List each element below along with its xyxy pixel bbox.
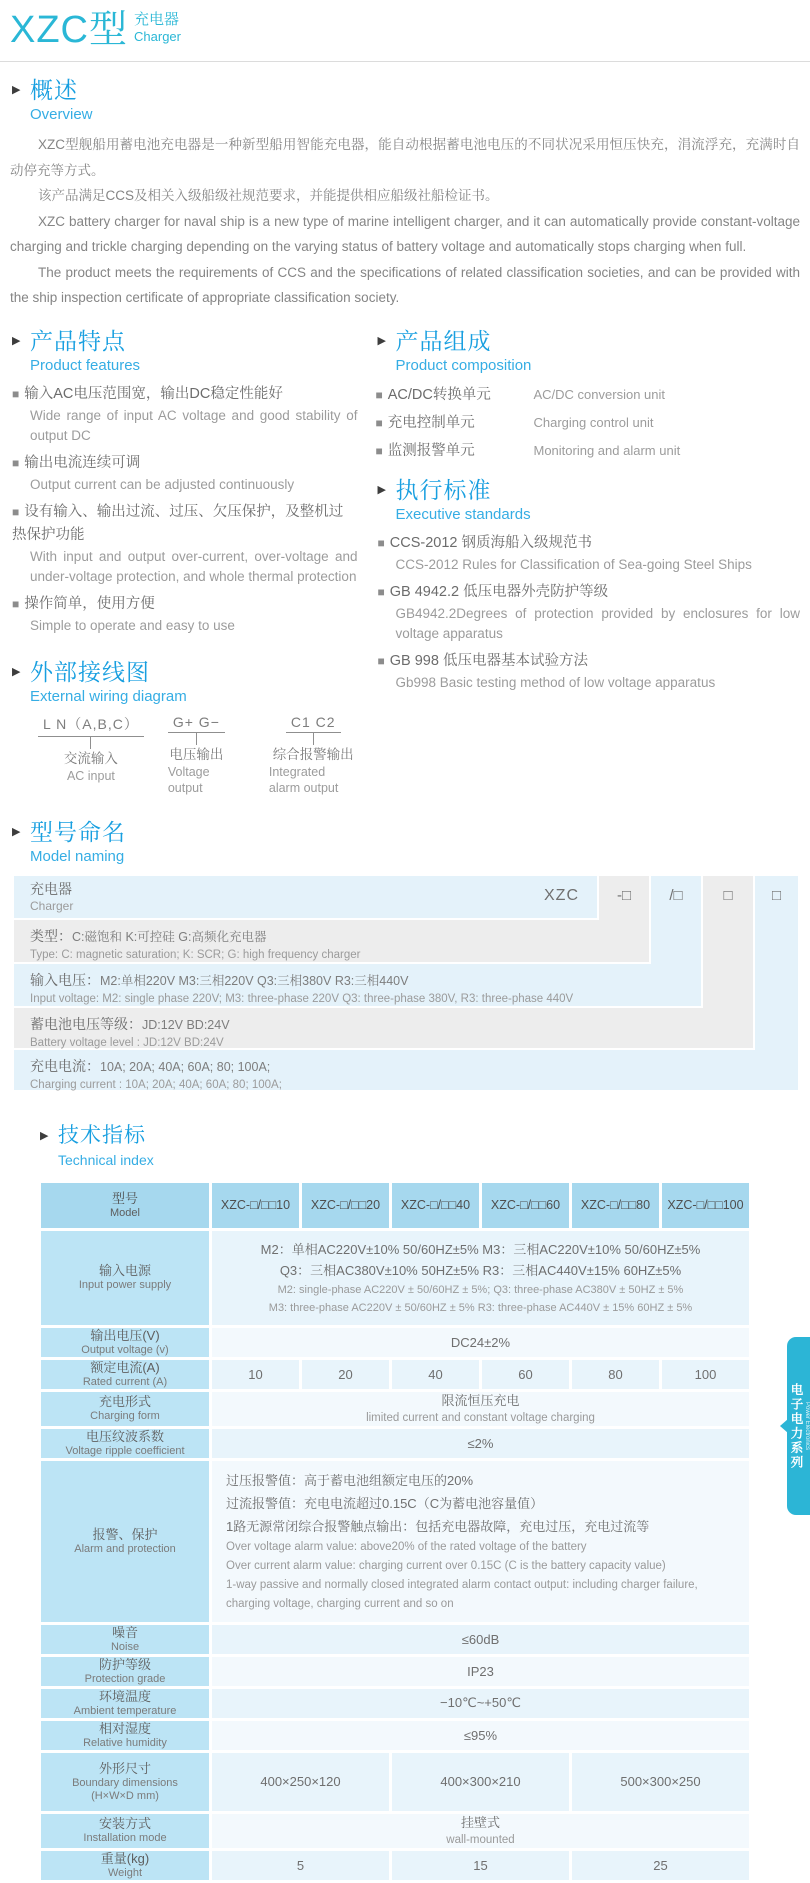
standard-en: CCS-2012 Rules for Classification of Sea-going Steel Ships <box>395 556 752 572</box>
relative-humidity-value: ≤95% <box>212 1721 749 1750</box>
tech-table <box>38 1180 752 1883</box>
row-alarm-protection <box>41 1461 749 1622</box>
row-label: 环境温度 Ambient temperature <box>41 1689 209 1718</box>
composition-zh: AC/DC转换单元 <box>387 386 491 403</box>
section-wiring-diagram <box>10 658 358 796</box>
standard-en: GB4942.2Degrees of protection provided by enclosures for low voltage apparatus <box>395 605 800 641</box>
overview-paragraph-en-1: XZC battery charger for naval ship is a new type of marine intelligent charger, and it can automatically provide constant-voltage charging and trickle charging depending on the varying status of battery voltage and automatically stops charging when full. <box>10 213 800 254</box>
composition-heading-zh: 产品组成 <box>395 327 492 354</box>
row-label: 重量(kg) Weight <box>41 1851 209 1880</box>
charging-form-value: 限流恒压充电 limited current and constant voltage charging <box>212 1392 749 1426</box>
table-header-model: XZC-□/□□100 <box>662 1183 749 1228</box>
alarm-protection-value: 过压报警值：高于蓄电池组额定电压的20% 过流报警值：充电电流超过0.15C（C为蓄电池容量值） 1路无源常闭综合报警触点输出：包括充电器故障，充电过压，充电过流等 Over voltage alarm value: above20% of the rated voltage of the battery Over current alarm value: charging current over 0.15C (C is the battery capacity value) 1-way passive and normally closed integrated alarm contact output: including charger failure, charging voltage, charging current and so on <box>212 1461 749 1622</box>
row-label: 额定电流(A) Rated current (A) <box>41 1360 209 1389</box>
protection-grade-value: IP23 <box>212 1657 749 1686</box>
section-arrow-icon: ▶ <box>12 84 21 96</box>
model-row-detail: 10A; 20A; 40A; 60A; 80; 100A; <box>100 1059 271 1074</box>
product-name-zh: 充电器 <box>134 11 180 28</box>
section-arrow-icon: ▶ <box>377 483 386 496</box>
section-arrow-icon: ▶ <box>12 825 21 838</box>
composition-zh: 监测报警单元 <box>387 442 475 459</box>
composition-list <box>376 383 801 460</box>
rated-current-value: 10 <box>212 1360 299 1389</box>
terminal-voltage-output <box>168 714 225 796</box>
row-installation <box>41 1814 749 1848</box>
code-box-icon: □ <box>723 886 733 904</box>
feature-item <box>12 452 358 495</box>
model-naming-heading-en: Model naming <box>30 847 125 865</box>
model-row-label: 类型： <box>30 927 72 944</box>
rated-current-value: 80 <box>572 1360 659 1389</box>
terminal-label-en: Voltage output <box>167 764 210 795</box>
terminal-tick <box>90 737 91 749</box>
model-naming-diagram <box>10 876 810 1092</box>
terminal-pins: G+ G− <box>168 714 225 733</box>
row-label: 噪音 Noise <box>41 1625 209 1654</box>
composition-item <box>376 411 801 432</box>
ambient-temperature-value: −10℃~+50℃ <box>212 1689 749 1718</box>
row-label: 输入电源 Input power supply <box>41 1231 209 1325</box>
dimensions-value: 400×300×210 <box>392 1753 569 1811</box>
table-header-model: XZC-□/□□80 <box>572 1183 659 1228</box>
section-arrow-icon: ▶ <box>12 334 21 347</box>
standards-heading-zh: 执行标准 <box>395 476 492 503</box>
bullet-icon: ■ <box>377 653 385 668</box>
row-label: 安装方式 Installation mode <box>41 1814 209 1848</box>
model-product-en: Charger <box>30 898 74 913</box>
bullet-icon: ■ <box>377 584 385 599</box>
model-row-type <box>14 920 649 962</box>
composition-item <box>376 439 801 460</box>
composition-en: Monitoring and alarm unit <box>533 442 681 458</box>
overview-paragraph-zh-1: XZC型舰船用蓄电池充电器是一种新型船用智能充电器，能自动根据蓄电池电压的不同状况采用恒压快充，涓流浮充，充满时自动停充等方式。 <box>10 137 800 178</box>
composition-item <box>376 383 801 404</box>
composition-heading-en: Product composition <box>395 356 532 374</box>
overview-paragraphs <box>10 132 800 311</box>
model-row-en: Input voltage: M2: single phase 220V; M3: three-phase 220V Q3: three-phase 380V, R3: three-phase 440V <box>30 992 574 1005</box>
wiring-heading-en: External wiring diagram <box>30 687 187 705</box>
product-title-sub <box>134 8 181 45</box>
model-code: XZC <box>544 886 579 904</box>
model-row-en: Type: C: magnetic saturation; K: SCR; G: high frequency charger <box>30 948 361 961</box>
weight-value: 25 <box>572 1851 749 1880</box>
standards-list <box>376 532 801 693</box>
wiring-terminals <box>10 714 358 796</box>
row-charging-form <box>41 1392 749 1426</box>
model-naming-heading <box>10 818 810 866</box>
model-row-en: Charging current : 10A; 20A; 40A; 60A; 80; 100A; <box>30 1078 282 1091</box>
table-header-model: XZC-□/□□40 <box>392 1183 479 1228</box>
two-column-area <box>10 327 800 796</box>
standard-item <box>378 581 801 644</box>
feature-zh: 输入AC电压范围宽，输出DC稳定性能好 <box>24 385 283 402</box>
section-arrow-icon: ▶ <box>12 665 21 678</box>
page-title <box>0 0 810 52</box>
dimensions-value: 500×300×250 <box>572 1753 749 1811</box>
row-relative-humidity <box>41 1721 749 1750</box>
table-header-model-label: 型号 Model <box>41 1183 209 1228</box>
feature-en: Output current can be adjusted continuously <box>30 476 295 492</box>
composition-heading <box>376 327 801 375</box>
row-label: 电压纹波系数 Voltage ripple coefficient <box>41 1429 209 1458</box>
model-row-label: 输入电压： <box>30 971 100 988</box>
right-column <box>376 327 801 796</box>
feature-en: Wide range of input AC voltage and good stability of output DC <box>30 407 358 443</box>
row-ripple <box>41 1429 749 1458</box>
row-noise <box>41 1625 749 1654</box>
terminal-pins: C1 C2 <box>286 714 341 733</box>
terminal-pins: L N（A,B,C） <box>38 714 144 737</box>
code-box-icon: -□ <box>616 886 632 904</box>
terminal-tick <box>313 733 314 745</box>
overview-heading-en: Overview <box>30 106 93 123</box>
row-protection-grade <box>41 1657 749 1686</box>
input-power-value: M2：单相AC220V±10% 50/60HZ±5% M3：三相AC220V±10% 50/60HZ±5% Q3：三相AC380V±10% 50HZ±5% R3：三相AC440V±15% 60HZ±5% M2: single-phase AC220V ± 50/60HZ ± 5%; Q3: three-phase AC380V ± 50HZ ± 5% M3: three-phase AC220V ± 50/60HZ ± 5% R3: three-phase AC440V ± 15% 60HZ ± 5% <box>212 1231 749 1325</box>
terminal-label-en: Integrated alarm output <box>268 764 339 795</box>
section-standards <box>376 476 801 693</box>
standard-en: Gb998 Basic testing method of low voltage apparatus <box>395 674 716 690</box>
composition-en: Charging control unit <box>533 414 654 430</box>
standards-heading-en: Executive standards <box>395 505 531 523</box>
noise-value: ≤60dB <box>212 1625 749 1654</box>
feature-item <box>12 383 358 446</box>
standard-zh: GB 4942.2 低压电器外壳防护等级 <box>389 583 609 600</box>
terminal-ac-input <box>38 714 144 796</box>
model-row-product <box>14 876 597 918</box>
standard-zh: GB 998 低压电器基本试验方法 <box>389 652 588 669</box>
series-side-tab <box>787 1337 810 1515</box>
model-row-detail: C:磁饱和 K:可控硅 G:高频化充电器 <box>72 929 267 944</box>
composition-zh: 充电控制单元 <box>387 414 475 431</box>
table-header-model: XZC-□/□□10 <box>212 1183 299 1228</box>
overview-heading-zh: 概述 <box>30 77 78 103</box>
model-row-en: Battery voltage level : JD:12V BD:24V <box>30 1036 224 1049</box>
code-box-icon: □ <box>771 886 782 904</box>
standard-item <box>378 532 801 575</box>
overview-paragraph-en-2: The product meets the requirements of CCS and the specifications of related classification societies, and can be provided with the ship inspection certificate of appropriate classification society. <box>10 264 800 305</box>
section-model-naming <box>10 818 810 1092</box>
model-row-charging-current <box>14 1050 798 1090</box>
features-heading-en: Product features <box>30 356 141 374</box>
standard-zh: CCS-2012 钢质海船入级规范书 <box>389 534 592 551</box>
rated-current-value: 20 <box>302 1360 389 1389</box>
row-label: 相对湿度 Relative humidity <box>41 1721 209 1750</box>
rated-current-value: 60 <box>482 1360 569 1389</box>
row-label: 防护等级 Protection grade <box>41 1657 209 1686</box>
section-overview <box>10 76 800 311</box>
series-tab-label-en: Power Electronics <box>804 1401 810 1451</box>
tech-heading <box>38 1122 810 1170</box>
feature-zh: 输出电流连续可调 <box>24 454 141 471</box>
model-row-battery-voltage <box>14 1008 753 1048</box>
row-label: 输出电压(V) Output voltage (v) <box>41 1328 209 1357</box>
terminal-label-zh: 综合报警输出 <box>272 746 354 762</box>
features-heading-zh: 产品特点 <box>30 327 126 354</box>
bullet-icon: ■ <box>375 415 383 430</box>
bullet-icon: ■ <box>12 504 20 519</box>
model-row-label: 蓄电池电压等级： <box>30 1015 142 1032</box>
dimensions-value: 400×250×120 <box>212 1753 389 1811</box>
table-header-model: XZC-□/□□20 <box>302 1183 389 1228</box>
feature-en: Simple to operate and easy to use <box>30 617 235 633</box>
terminal-alarm-output <box>269 714 358 796</box>
model-row-label: 充电电流： <box>30 1057 100 1074</box>
row-label: 报警、保护 Alarm and protection <box>41 1461 209 1622</box>
model-row-input-voltage <box>14 964 701 1006</box>
feature-item <box>12 593 358 636</box>
code-box-icon: /□ <box>669 886 683 904</box>
composition-en: AC/DC conversion unit <box>533 386 665 402</box>
bullet-icon: ■ <box>377 535 385 550</box>
bullet-icon: ■ <box>12 596 20 611</box>
series-tab-label-zh: 电子电力系列 <box>789 1382 803 1470</box>
weight-value: 5 <box>212 1851 389 1880</box>
wiring-heading-zh: 外部接线图 <box>30 658 150 685</box>
bullet-icon: ■ <box>12 386 20 401</box>
standard-item <box>378 650 801 693</box>
row-input-power <box>41 1231 749 1325</box>
wiring-heading <box>10 658 358 706</box>
row-rated-current <box>41 1360 749 1389</box>
overview-heading <box>10 76 800 124</box>
terminal-label-zh: 交流输入 <box>63 750 118 766</box>
model-row-detail: M2:单相220V M3:三相220V Q3:三相380V R3:三相440V <box>100 973 409 988</box>
table-header-model: XZC-□/□□60 <box>482 1183 569 1228</box>
tech-heading-en: Technical index <box>58 1151 154 1168</box>
feature-zh: 操作简单，使用方便 <box>24 595 155 612</box>
row-output-voltage <box>41 1328 749 1357</box>
rated-current-value: 40 <box>392 1360 479 1389</box>
row-ambient-temperature <box>41 1689 749 1718</box>
feature-en: With input and output over-current, over-voltage and under-voltage protection, and whole thermal protection <box>30 548 358 584</box>
feature-list <box>10 383 358 636</box>
product-model-title: XZC型 <box>10 9 129 51</box>
overview-paragraph-zh-2: 该产品满足CCS及相关入级船级社规范要求，并能提供相应船级社船检证书。 <box>38 188 499 203</box>
model-naming-heading-zh: 型号命名 <box>30 818 126 845</box>
bullet-icon: ■ <box>12 455 20 470</box>
ripple-value: ≤2% <box>212 1429 749 1458</box>
installation-value: 挂壁式 wall-mounted <box>212 1814 749 1848</box>
terminal-label-en: AC input <box>66 768 115 783</box>
model-row-detail: JD:12V BD:24V <box>142 1017 230 1032</box>
left-column <box>10 327 358 796</box>
feature-item <box>12 501 358 587</box>
row-label: 外形尺寸 Boundary dimensions (H×W×D mm) <box>41 1753 209 1811</box>
features-heading <box>10 327 358 375</box>
section-technical-index <box>38 1122 810 1883</box>
section-arrow-icon: ▶ <box>377 334 386 347</box>
product-name-en: Charger <box>134 29 181 44</box>
bullet-icon: ■ <box>375 387 383 402</box>
tech-heading-zh: 技术指标 <box>58 1123 146 1147</box>
title-divider <box>0 61 810 62</box>
model-product-zh: 充电器 <box>30 880 72 897</box>
rated-current-value: 100 <box>662 1360 749 1389</box>
row-label: 充电形式 Charging form <box>41 1392 209 1426</box>
section-arrow-icon: ▶ <box>40 1129 49 1142</box>
tech-table-header-row <box>41 1183 749 1228</box>
bullet-icon: ■ <box>375 443 383 458</box>
row-weight <box>41 1851 749 1880</box>
row-dimensions <box>41 1753 749 1811</box>
feature-zh: 设有输入、输出过流、过压、欠压保护，及整机过热保护功能 <box>12 503 344 543</box>
weight-value: 15 <box>392 1851 569 1880</box>
output-voltage-value: DC24±2% <box>212 1328 749 1357</box>
terminal-tick <box>196 733 197 745</box>
standards-heading <box>376 476 801 524</box>
terminal-label-zh: 电压输出 <box>169 746 224 762</box>
